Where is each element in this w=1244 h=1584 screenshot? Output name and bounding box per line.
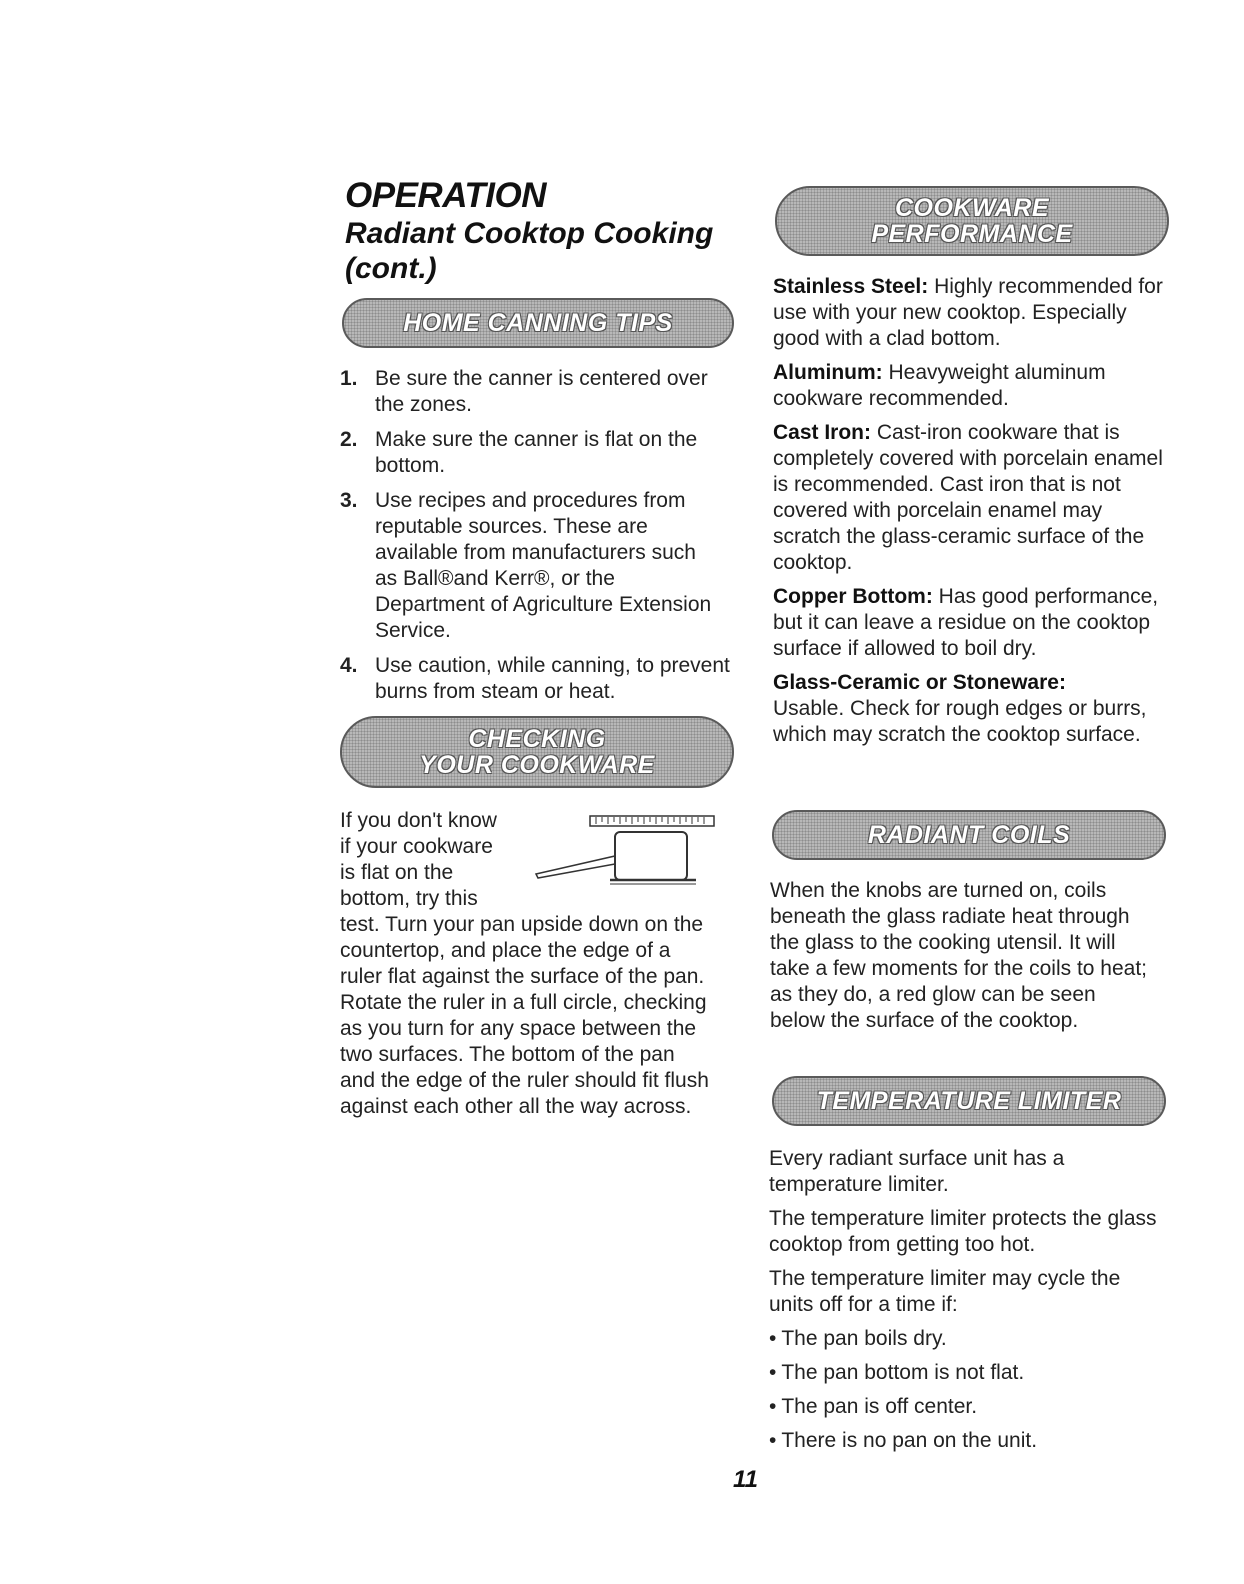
canning-steps-list — [340, 366, 735, 705]
home-canning-banner — [342, 298, 734, 348]
radiant-coils-banner — [772, 810, 1166, 860]
cookware-item-label: Glass-Ceramic or Stoneware: — [773, 671, 1066, 694]
checking-intro-line: If you don't know — [340, 809, 497, 832]
cookware-performance-banner — [775, 186, 1169, 256]
cookware-item-text: Has good performance, but it can leave a residue on the cooktop surface if allowed to boil dry. — [773, 585, 1159, 660]
temperature-limiter-banner-text: TEMPERATURE LIMITER — [816, 1087, 1122, 1115]
limiter-bullet: • The pan boils dry. — [769, 1326, 1159, 1352]
limiter-paragraph: The temperature limiter may cycle the units off for a time if: — [769, 1267, 1121, 1316]
checking-intro-line: if your cookware — [340, 835, 493, 858]
checking-section — [340, 808, 735, 1120]
canning-step — [340, 653, 735, 705]
cookware-item — [773, 360, 1168, 412]
step-number: 4. — [340, 654, 358, 677]
temperature-limiter-banner — [772, 1076, 1166, 1126]
page-number: 11 — [733, 1466, 758, 1493]
canning-step — [340, 366, 735, 418]
page-title: OPERATION — [345, 176, 546, 215]
step-text: Make sure the canner is flat on the bottom. — [375, 428, 698, 477]
performance-banner-line1: COOKWARE — [895, 194, 1049, 222]
step-text: Use caution, while canning, to prevent burns from steam or heat. — [375, 654, 730, 703]
cookware-item-text: Usable. Check for rough edges or burrs, which may scratch the cooktop surface. — [773, 697, 1147, 746]
cookware-item-label: Cast Iron: — [773, 421, 872, 444]
step-text: Be sure the canner is centered over the zones. — [375, 367, 708, 416]
step-number: 1. — [340, 367, 358, 390]
home-canning-banner-text: HOME CANNING TIPS — [403, 309, 673, 337]
limiter-bullet: • There is no pan on the unit. — [769, 1428, 1159, 1454]
limiter-paragraph: The temperature limiter protects the glass cooktop from getting too hot. — [769, 1207, 1157, 1256]
checking-intro-line: bottom, try this — [340, 887, 478, 910]
cookware-item-label: Stainless Steel: — [773, 275, 929, 298]
radiant-coils-banner-text: RADIANT COILS — [867, 821, 1071, 849]
canning-step — [340, 427, 735, 479]
limiter-bullet: • The pan is off center. — [769, 1394, 1159, 1420]
step-number: 2. — [340, 428, 358, 451]
checking-cookware-banner — [340, 716, 734, 788]
checking-intro-line: is flat on the — [340, 861, 454, 884]
cookware-item-text: Highly recommended for use with your new cooktop. Especially good with a clad bottom. — [773, 275, 1163, 350]
page-header — [345, 178, 725, 286]
limiter-bullet: • The pan bottom is not flat. — [769, 1360, 1159, 1386]
checking-body: test. Turn your pan upside down on the countertop, and place the edge of a ruler flat against the surface of the pan. Rotate the ruler in a full circle, checking as you turn for any space between the two surfaces. The bottom of the pan and the edge of the ruler should fit flush against each other all the way across. — [340, 913, 709, 1118]
page-subtitle-line1: Radiant Cooktop Cooking — [345, 217, 714, 250]
performance-banner-line2: PERFORMANCE — [871, 220, 1073, 248]
cookware-item — [773, 420, 1168, 576]
radiant-coils-section — [770, 878, 1150, 1034]
temperature-limiter-section — [769, 1146, 1159, 1462]
limiter-bullet-list — [769, 1326, 1159, 1454]
cookware-item-label: Copper Bottom: — [773, 585, 933, 608]
cookware-item — [773, 584, 1168, 662]
checking-banner-line1: CHECKING — [468, 725, 606, 753]
step-text: Use recipes and procedures from reputable sources. These are available from manufacturers such as Ball®and Kerr®, or the Department of Agriculture Extension Service. — [375, 489, 712, 642]
cookware-item-text: Cast-iron cookware that is completely covered with porcelain enamel is recommended. Cast iron that is not covered with porcelain enamel may scratch the glass-ceramic surface of the cooktop. — [773, 421, 1163, 574]
limiter-paragraph: Every radiant surface unit has a temperature limiter. — [769, 1147, 1065, 1196]
canning-step — [340, 488, 735, 644]
checking-banner-line2: YOUR COOKWARE — [419, 751, 655, 779]
cookware-item-label: Aluminum: — [773, 361, 883, 384]
page-subtitle-line2: (cont.) — [345, 252, 437, 285]
cookware-performance-section — [773, 274, 1168, 756]
radiant-coils-body: When the knobs are turned on, coils beneath the glass radiate heat through the glass to the cooking utensil. It will take a few moments for the coils to heat; as they do, a red glow can be seen below the surface of the cooktop. — [770, 879, 1148, 1032]
cookware-item-text: Heavyweight aluminum cookware recommended. — [773, 361, 1106, 410]
step-number: 3. — [340, 489, 358, 512]
canning-steps-section — [340, 366, 735, 714]
cookware-item — [773, 274, 1168, 352]
cookware-item — [773, 670, 1168, 748]
